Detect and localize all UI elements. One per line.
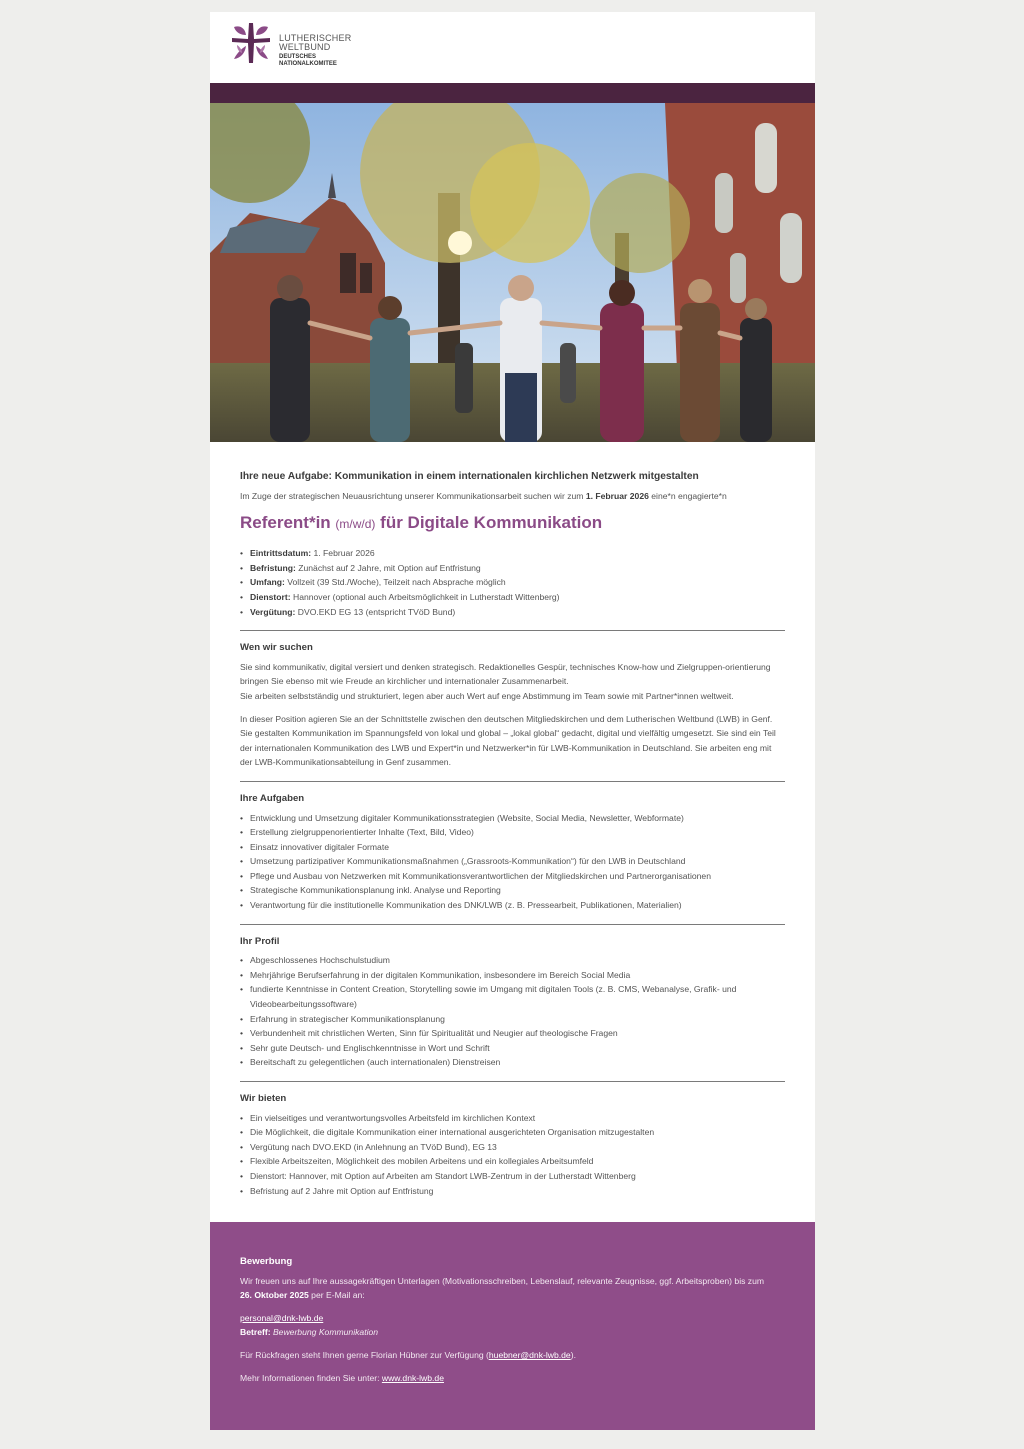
hero-image <box>210 103 815 442</box>
bewerbung-contact <box>240 1311 785 1340</box>
fact-label: Eintrittsdatum: <box>250 548 312 559</box>
list-item: • Pflege und Ausbau von Netzwerken mit Kommunikationsverantwortlichen der Mitgliedskirchen und Partnerorganisationen <box>240 869 785 884</box>
list-item: • Die Möglichkeit, die digitale Kommunikation einer international ausgerichteten Organisation mitzugestalten <box>240 1125 785 1140</box>
bieten-list <box>240 1111 785 1199</box>
fact-label: Umfang: <box>250 577 285 588</box>
aufgaben-list <box>240 811 785 913</box>
rueckfragen-after: ). <box>570 1349 576 1360</box>
logo-text <box>279 34 351 68</box>
list-item: • Verbundenheit mit christlichen Werten, Sinn für Spiritualität und Neugier auf theologische Fragen <box>240 1026 785 1041</box>
list-item: • Dienstort: Hannover, mit Option auf Arbeiten am Standort LWB-Zentrum in der Lutherstadt Wittenberg <box>240 1169 785 1184</box>
application-email-link[interactable]: personal@dnk-lwb.de <box>240 1312 324 1323</box>
website-link[interactable]: www.dnk-lwb.de <box>381 1372 444 1383</box>
fact-item <box>240 561 785 576</box>
betreff-value: Bewerbung Kommunikation <box>272 1327 379 1338</box>
list-item: • Verantwortung für die institutionelle Kommunikation des DNK/LWB (z. B. Pressearbeit, Publikationen, Materialien) <box>240 898 785 913</box>
list-item: • Entwicklung und Umsetzung digitaler Kommunikationsstrategien (Website, Social Media, Newsletter, Webformate) <box>240 811 785 826</box>
job-posting-page <box>210 12 815 1430</box>
divider <box>240 630 785 631</box>
job-title <box>240 511 785 536</box>
list-item: • Mehrjährige Berufserfahrung in der digitalen Kommunikation, insbesondere im Bereich Social Media <box>240 968 785 983</box>
list-item: • Strategische Kommunikationsplanung inkl. Analyse und Reporting <box>240 883 785 898</box>
mehr-info-text <box>240 1371 785 1386</box>
list-item: • Einsatz innovativer digitaler Formate <box>240 840 785 855</box>
logo-line-1: LUTHERISCHER <box>279 33 352 43</box>
fact-value: Zunächst auf 2 Jahre, mit Option auf Entfristung <box>298 562 481 573</box>
facts-list <box>240 546 785 619</box>
wen-text-1b: Sie arbeiten selbstständig und strukturiert, legen aber auch Wert auf enge Abstimmung im Team sowie mit Partner*innen weltweit. <box>240 690 734 701</box>
header-band <box>210 83 815 103</box>
fact-value: Hannover (optional auch Arbeitsmöglichkeit in Lutherstadt Wittenberg) <box>292 591 560 602</box>
photo-people-holding-hands-in-circle-icon <box>210 103 815 442</box>
list-item: • Sehr gute Deutsch- und Englischkenntnisse in Wort und Schrift <box>240 1041 785 1056</box>
profil-list <box>240 953 785 1070</box>
wen-paragraph-1 <box>240 660 785 704</box>
bewerbung-text <box>240 1274 785 1303</box>
fact-item <box>240 605 785 620</box>
intro-text <box>240 489 785 504</box>
list-item: • Erstellung zielgruppenorientierter Inhalte (Text, Bild, Video) <box>240 825 785 840</box>
logo-line-2: WELTBUND <box>279 42 331 52</box>
main-content <box>210 442 815 1198</box>
contact-email-link[interactable]: huebner@dnk-lwb.de <box>488 1349 571 1360</box>
application-footer <box>210 1222 815 1430</box>
list-item: • Umsetzung partizipativer Kommunikationsmaßnahmen („Grassroots-Kommunikation“) für den LWB in Deutschland <box>240 854 785 869</box>
fact-label: Dienstort: <box>250 591 291 602</box>
section-title-profil: Ihr Profil <box>240 935 280 947</box>
fact-value: Vollzeit (39 Std./Woche), Teilzeit nach Absprache möglich <box>287 577 506 588</box>
fact-item <box>240 546 785 561</box>
lwb-logo-icon <box>232 23 270 63</box>
logo-line-3: DEUTSCHES <box>279 54 317 60</box>
betreff-label: Betreff: <box>240 1327 271 1338</box>
list-item: • Abgeschlossenes Hochschulstudium <box>240 953 785 968</box>
list-item: • Bereitschaft zu gelegentlichen (auch internationalen) Dienstreisen <box>240 1055 785 1070</box>
intro-title: Ihre neue Aufgabe: Kommunikation in einem internationalen kirchlichen Netzwerk mitgestalten <box>240 471 699 482</box>
fact-item <box>240 575 785 590</box>
divider <box>240 1081 785 1082</box>
bewerbung-title: Bewerbung <box>240 1256 293 1267</box>
divider <box>240 781 785 782</box>
wen-text-1a: Sie sind kommunikativ, digital versiert und denken strategisch. Redaktionelles Gespür, technisches Know-how und Zielgruppen-orientierung bringen Sie ebenso mit wie Freude an kirchlicher und internationaler Zusammenarbeit. <box>240 661 771 687</box>
section-title-bieten: Wir bieten <box>240 1093 287 1104</box>
fact-value: DVO.EKD EG 13 (entspricht TVöD Bund) <box>297 606 456 617</box>
bewerbung-text-1: Wir freuen uns auf Ihre aussagekräftigen Unterlagen (Motivationsschreiben, Lebenslauf, relevante Zeugnisse, ggf. Arbeitsproben) bis zum <box>240 1275 765 1286</box>
job-title-rest: für Digitale Kommunikation <box>380 513 603 533</box>
bewerbung-deadline: 26. Oktober 2025 <box>240 1290 309 1301</box>
list-item: • fundierte Kenntnisse in Content Creation, Storytelling sowie im Umgang mit digitalen Tools (z. B. CMS, Webanalyse, Grafik- und Videobearbeitungssoftware) <box>240 982 785 1011</box>
list-item: • Ein vielseitiges und verantwortungsvolles Arbeitsfeld im kirchlichen Kontext <box>240 1111 785 1126</box>
rueckfragen-before: Für Rückfragen steht Ihnen gerne Florian Hübner zur Verfügung ( <box>240 1349 489 1360</box>
list-item: • Befristung auf 2 Jahre mit Option auf Entfristung <box>240 1184 785 1199</box>
divider <box>240 924 785 925</box>
intro-text-after: eine*n engagierte*n <box>648 490 727 501</box>
header <box>210 12 815 83</box>
list-item: • Erfahrung in strategischer Kommunikationsplanung <box>240 1012 785 1027</box>
logo-line-4: NATIONALKOMITEE <box>279 61 337 67</box>
fact-item <box>240 590 785 605</box>
intro-text-before: Im Zuge der strategischen Neuausrichtung unserer Kommunikationsarbeit suchen wir zum <box>240 490 586 501</box>
section-title-wen: Wen wir suchen <box>240 642 313 654</box>
mehr-before: Mehr Informationen finden Sie unter: <box>240 1372 382 1383</box>
list-item: • Vergütung nach DVO.EKD (in Anlehnung an TVöD Bund), EG 13 <box>240 1140 785 1155</box>
job-title-main: Referent*in <box>240 513 331 533</box>
fact-value: 1. Februar 2026 <box>313 548 375 559</box>
fact-label: Befristung: <box>250 562 296 573</box>
list-item: • Flexible Arbeitszeiten, Möglichkeit des mobilen Arbeitens und ein kollegiales Arbeitsumfeld <box>240 1154 785 1169</box>
section-title-aufgaben: Ihre Aufgaben <box>240 792 305 804</box>
bewerbung-text-after: per E-Mail an: <box>308 1290 365 1301</box>
intro-date: 1. Februar 2026 <box>585 490 649 501</box>
job-title-mwd: (m/w/d) <box>335 517 376 532</box>
rueckfragen-text <box>240 1348 785 1363</box>
fact-label: Vergütung: <box>250 606 296 617</box>
wen-paragraph-2: In dieser Position agieren Sie an der Schnittstelle zwischen den deutschen Mitgliedskirchen und dem Lutherischen Weltbund (LWB) in Genf. Sie gestalten Kommunikation im Spannungsfeld von lokal und global – „lokal global“ gedacht, digital und vielfältig umgesetzt. Sie sind ein Teil der internationalen Kommunikation des LWB und Expert*in und Netzwerker*in für LWB-Kommunikation in Deutschland. Sie arbeiten eng mit der LWB-Kommunikationsabteilung in Genf zusammen. <box>240 713 776 768</box>
